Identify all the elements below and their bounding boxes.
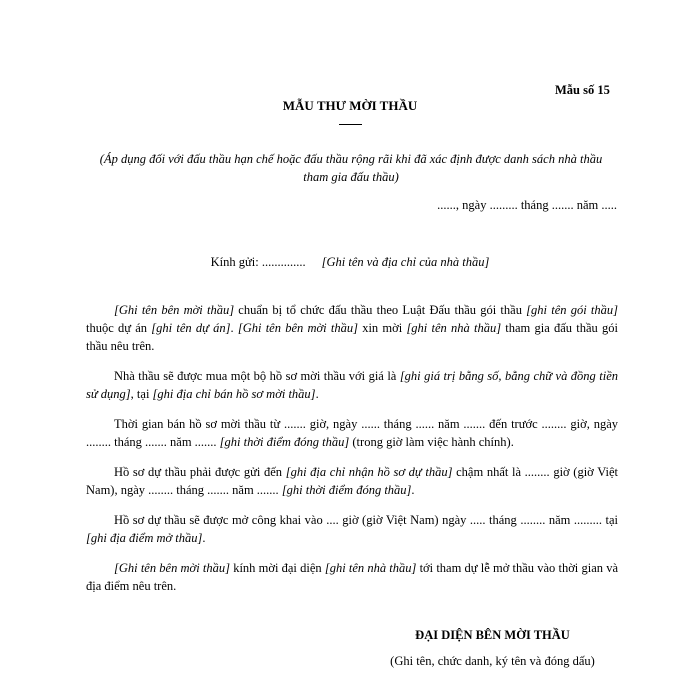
text-segment: (trong giờ làm việc hành chính). (349, 435, 514, 449)
placeholder-sale-address: [ghi địa chỉ bán hồ sơ mời thầu] (152, 387, 316, 401)
text-segment: . (230, 321, 238, 335)
text-segment: . (315, 387, 319, 401)
signer-note: (Ghi tên, chức danh, ký tên và đóng dấu) (390, 654, 595, 668)
text-segment: Nhà thầu sẽ được mua một bộ hồ sơ mời thầu với giá là (114, 369, 400, 383)
text-segment: Thời gian bán hồ sơ mời thầu từ ....... giờ, ngày ...... tháng ...... năm ....... đến trước ........ giờ, ngày ........ tháng ....... năm ....... (86, 417, 618, 449)
text-segment: chuẩn bị tổ chức đấu thầu theo Luật Đấu thầu gói thầu (234, 303, 527, 317)
placeholder-package: [ghi tên gói thầu] (526, 303, 618, 317)
paragraph-sale-time (86, 415, 618, 451)
letter-body (86, 301, 618, 607)
paragraph-price (86, 367, 618, 403)
placeholder-contractor: [ghi tên nhà thầu] (406, 321, 502, 335)
paragraph-opening (86, 511, 618, 547)
text-segment: Hồ sơ dự thầu phải được gửi đến (114, 465, 286, 479)
form-number: Mẫu số 15 (555, 83, 610, 97)
text-segment: Hồ sơ dự thầu sẽ được mở công khai vào .... giờ (giờ Việt Nam) ngày ..... tháng ........ năm ......... tại (114, 513, 618, 527)
text-segment: tới tham dự lễ mở thầu vào thời gian và địa điểm nêu trên. (86, 561, 618, 593)
paragraph-closing (86, 559, 618, 595)
placeholder-contractor: [ghi tên nhà thầu] (324, 561, 417, 575)
placeholder-project: [ghi tên dự án] (151, 321, 231, 335)
title-separator (339, 124, 362, 125)
text-segment: , tại (130, 387, 153, 401)
recipient-placeholder: [Ghi tên và địa chỉ của nhà thầu] (321, 255, 490, 269)
recipient-line (0, 253, 700, 271)
text-segment: . (411, 483, 415, 497)
text-segment: xin mời (357, 321, 407, 335)
placeholder-inviter: [Ghi tên bên mời thầu] (114, 561, 230, 575)
document-subtitle: (Áp dụng đối với đấu thầu hạn chế hoặc đấu thầu rộng rãi khi đã xác định được danh sách nhà thầu tham gia đấu thầu) (99, 152, 603, 184)
paragraph-submission (86, 463, 618, 499)
text-segment: tham gia đấu thầu gói thầu nêu trên. (86, 321, 618, 353)
text-segment: thuộc dự án (86, 321, 152, 335)
placeholder-price: [ghi giá trị bằng số, bằng chữ và đồng tiền sử dụng] (86, 369, 618, 401)
document-title: MẪU THƯ MỜI THẦU (282, 98, 418, 113)
date-line: ......, ngày ......... tháng ....... năm ..... (437, 198, 617, 212)
placeholder-opening-place: [ghi địa điểm mở thầu] (86, 531, 203, 545)
signer-title: ĐẠI DIỆN BÊN MỜI THẦU (415, 628, 570, 642)
placeholder-inviter: [Ghi tên bên mời thầu] (237, 321, 358, 335)
placeholder-closing-time: [ghi thời điểm đóng thầu] (219, 435, 350, 449)
paragraph-invitation (86, 301, 618, 355)
text-segment: . (202, 531, 206, 545)
text-segment: kính mời đại diện (230, 561, 325, 575)
placeholder-closing-time: [ghi thời điểm đóng thầu] (281, 483, 412, 497)
recipient-label: Kính gửi: .............. (210, 255, 306, 269)
placeholder-inviter: [Ghi tên bên mời thầu] (114, 303, 235, 317)
text-segment: chậm nhất là ........ giờ (giờ Việt Nam), ngày ........ tháng ....... năm ....... (86, 465, 618, 497)
placeholder-receive-address: [ghi địa chỉ nhận hồ sơ dự thầu] (285, 465, 453, 479)
